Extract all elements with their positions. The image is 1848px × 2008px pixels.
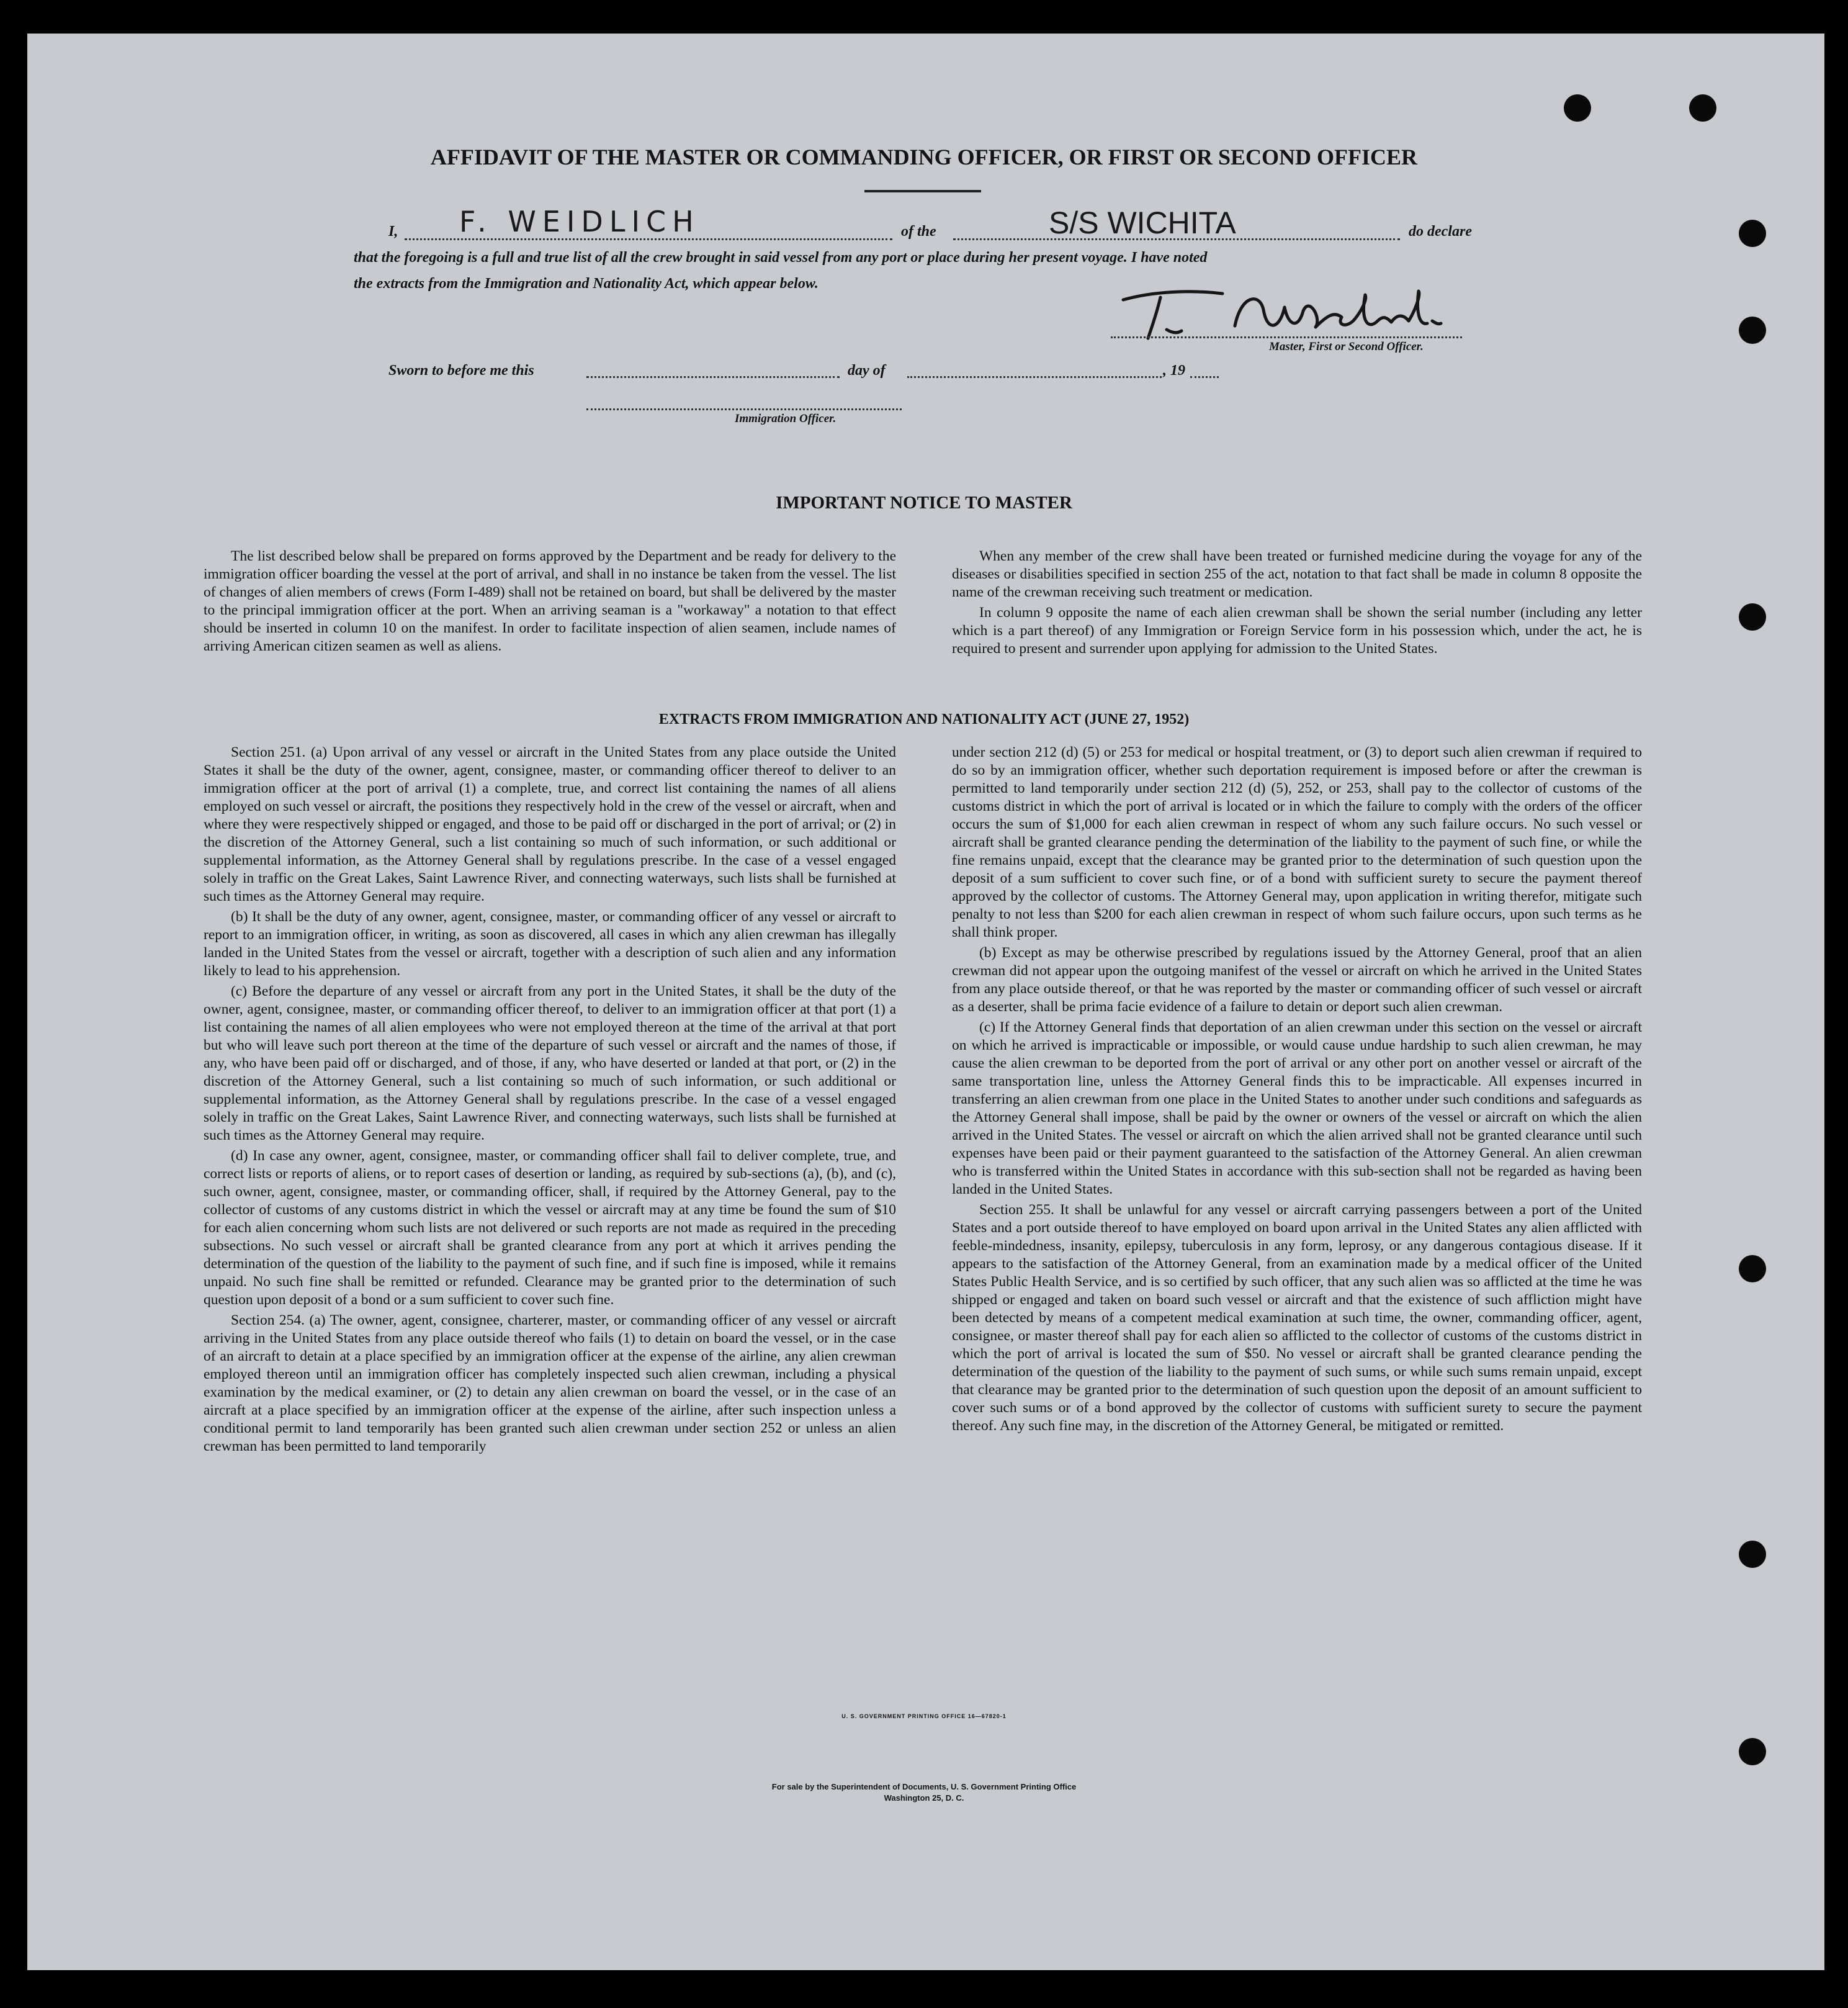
notice-right-column (952, 547, 1642, 660)
name-line (405, 238, 892, 240)
title-rule (864, 190, 981, 192)
punch-hole (1739, 317, 1766, 344)
sale-line2: Washington 25, D. C. (884, 1793, 964, 1803)
punch-hole (1739, 1541, 1766, 1568)
sale-notice (0, 1781, 1848, 1804)
extracts-left-column (204, 744, 896, 1458)
sworn-month-line (907, 376, 1162, 378)
master-signature-line (1111, 336, 1462, 338)
notice-right-paragraph-1: When any member of the crew shall have been treated or furnished medicine during the voyage for any of the diseases or disabilities specified in section 255 of the act, notation to that fact shall be made in column 8 opposite the name of the crewman receiving such treatment or medication. (952, 548, 1642, 600)
section-254b: (b) Except as may be otherwise prescribed by regulations issued by the Attorney General, proof that an alien crewman did not appear upon the outgoing manifest of the vessel or aircraft on which he arrived in the United States from any place outside thereof, or that he was reported by the master or commanding officer of such vessel or aircraft as a deserter, shall be prima facie evidence of a failure to detain or deport such alien crewman. (952, 945, 1642, 1015)
punch-hole (1739, 220, 1766, 247)
notice-left-paragraph: The list described below shall be prepared on forms approved by the Department and be ready for delivery to the immigration officer boarding the vessel at the port of arrival, and shall in no instance be taken from the vessel. The list of changes of alien members of crews (Form I-489) shall not be retained on board, but shall be delivered by the master to the principal immigration officer at the port. When an arriving seaman is a "workaway" a notation to that effect should be inserted in column 10 on the manifest. In order to facilitate inspection of alien seamen, include names of arriving American citizen seamen as well as aliens. (204, 548, 896, 654)
punch-hole (1689, 94, 1716, 122)
section-254c: (c) If the Attorney General finds that deportation of an alien crewman under this section on the vessel or aircraft on which he arrived is impracticable or impossible, or would cause undue hardship to such alien crewman, he may cause the alien crewman to be deported from the port of arrival or any other port on another vessel or aircraft of the same transportation line, unless the Attorney General finds this to be impracticable. All expenses incurred in transferring an alien crewman from one place in the United States to another under such conditions and safeguards as the Attorney General shall impose, shall be paid by the owner or owners of the vessel or aircraft on which the alien arrived in the United States. The vessel or aircraft on which the alien arrived shall not be granted clearance until such expenses have been paid or their payment guaranteed to the satisfaction of the Attorney General. An alien crewman who is transferred within the United States in accordance with this sub-section shall not be regarded as having been landed in the United States. (952, 1019, 1642, 1197)
notice-left-column (204, 547, 896, 658)
affidavit-title: AFFIDAVIT OF THE MASTER OR COMMANDING OFFICER, OR FIRST OR SECOND OFFICER (430, 145, 1418, 169)
section-251a: Section 251. (a) Upon arrival of any vessel or aircraft in the United States from any place outside the United States it shall be the duty of the owner, agent, consignee, master, or commanding officer thereof to deliver to an immigration officer at the port of arrival (1) a complete, true, and correct list containing the names of all aliens employed on such vessel or aircraft, the positions they respectively hold in the crew of the vessel or aircraft, when and where they were respectively shipped or engaged, and those to be paid off or discharged in the port of arrival; or (2) in the discretion of the Attorney General, such a list containing so much of such information, or such additional or supplemental information, as the Attorney General shall by regulations prescribe. In the case of a vessel engaged solely in traffic on the Great Lakes, Saint Lawrence River, and connecting waterways, such lists shall be furnished at such times as the Attorney General may require. (204, 744, 896, 904)
notice-right-paragraph-2: In column 9 opposite the name of each alien crewman shall be shown the serial number (including any letter which is a part thereof) of any Immigration or Foreign Service form in his possession which, under the act, he is required to present and surrender upon applying for admission to the United States. (952, 605, 1642, 657)
of-the-label: of the (901, 223, 936, 240)
extracts-right-column (952, 744, 1642, 1438)
extracts-title: EXTRACTS FROM IMMIGRATION AND NATIONALITY ACT (JUNE 27, 1952) (658, 711, 1190, 727)
master-signature (1117, 282, 1464, 344)
declare-label: do declare (1409, 223, 1472, 240)
section-254a-continued: under section 212 (d) (5) or 253 for medical or hospital treatment, or (3) to deport such alien crewman if required to do so by an immigration officer, whether such deportation requirement is imposed before or after the crewman is permitted to land temporarily under section 212 (d) (5), 252, or 253, shall pay to the collector of customs of the customs district in which the port of arrival is located or in which the failure to comply with the orders of the officer occurs the sum of $1,000 for each alien crewman in respect of whom any such failure occurs. No such vessel or aircraft shall be granted clearance pending the determination of the liability to the payment of such fine, or while the fine remains unpaid, except that the clearance may be granted prior to the determination of such question upon the deposit of a sum sufficient to cover such fine, or of a bond with sufficient surety to secure the payment thereof approved by the collector of customs. The Attorney General may, upon application in writing therefor, mitigate such penalty to not less than $200 for each alien crewman in respect of whom such failure occurs, upon such terms as he shall think proper. (952, 744, 1642, 940)
i-label: I, (388, 223, 398, 240)
immigration-officer-caption: Immigration Officer. (735, 412, 837, 425)
section-251d: (d) In case any owner, agent, consignee, master, or commanding officer shall fail to deliver complete, true, and correct lists or reports of aliens, or to report cases of desertion or landing, as required by sub-sections (a), (b), and (c), such owner, agent, consignee, master, or commanding officer, shall, if required by the Attorney General, pay to the collector of customs of any customs district in which the vessel or aircraft may at any time be found the sum of $10 for each alien concerning whom such lists are not delivered or such reports are not made as required in the preceding subsections. No such vessel or aircraft shall be granted clearance from any port at which it arrives pending the determination of the question of the liability to the payment of such fine, and if such fine is imposed, while it remains unpaid. No such fine shall be remitted or refunded. Clearance may be granted prior to the determination of such question upon deposit of a bond or a sum sufficient to cover such fine. (204, 1148, 896, 1308)
punch-hole (1564, 94, 1591, 122)
statement-line2: the extracts from the Immigration and Nationality Act, which appear below. (354, 276, 819, 292)
section-254a: Section 254. (a) The owner, agent, consignee, charterer, master, or commanding officer of any vessel or aircraft arriving in the United States from any place outside thereof who fails (1) to detain on board the vessel, or in the case of an aircraft to detain at a place specified by an immigration officer at the expense of the airline, any alien crewman employed thereon until an immigration officer has completely inspected such alien crewman, including a physical examination by the medical examiner, or (2) to detain any alien crewman on board the vessel, or in the case of an aircraft at a place specified by an immigration officer at the expense of the airline, after such inspection unless a conditional permit to land temporarily has been granted such alien crewman under section 252 or unless an alien crewman has been permitted to land temporarily (204, 1312, 896, 1454)
sworn-day-line (586, 376, 840, 378)
section-255: Section 255. It shall be unlawful for any vessel or aircraft carrying passengers between a port of the United States and a port outside thereof to have employed on board upon arrival in the United States any alien afflicted with feeble-mindedness, insanity, epilepsy, tuberculosis in any form, leprosy, or any dangerous contagious disease. If it appears to the satisfaction of the Attorney General, from an examination made by a medical officer of the United States Public Health Service, and is so certified by such officer, that any such alien was so afflicted at the time he was shipped or engaged and taken on board such vessel or aircraft and that the existence of such affliction might have been detected by means of a competent medical examination at such time, the owner, commanding officer, agent, consignee, or master thereof shall pay for each alien so afflicted to the collector of customs of the customs district in which the port of arrival is located the sum of $50. No vessel or aircraft shall be granted clearance pending the determination of the question of the liability to the payment of such sums, or while such sums remain unpaid, except that clearance may be granted prior to the determination of such question upon the deposit of an amount sufficient to cover such sums or of a bond approved by the collector of customs with sufficient surety to secure the payment thereof. Any such fine may, in the discretion of the Attorney General, be mitigated or remitted. (952, 1202, 1642, 1434)
day-of-label: day of (848, 362, 886, 379)
punch-hole (1739, 603, 1766, 631)
section-251b: (b) It shall be the duty of any owner, agent, consignee, master, or commanding officer of any vessel or aircraft to report to an immigration officer, in writing, as soon as discovered, all cases in which any alien crewman has illegally landed in the United States from the vessel or aircraft, together with a description of such alien and any information likely to lead to his apprehension. (204, 909, 896, 979)
punch-hole (1739, 1255, 1766, 1282)
vessel-name: S/S WICHITA (1049, 205, 1236, 240)
master-caption: Master, First or Second Officer. (1269, 340, 1424, 353)
sale-line1: For sale by the Superintendent of Documents, U. S. Government Printing Office (771, 1782, 1077, 1791)
sworn-year-line (1190, 376, 1219, 378)
notice-title: IMPORTANT NOTICE TO MASTER (776, 493, 1072, 513)
gpo-line: U. S. GOVERNMENT PRINTING OFFICE 16—67820-1 (841, 1713, 1007, 1719)
sworn-label: Sworn to before me this (388, 362, 534, 379)
year-label: , 19 (1163, 362, 1185, 379)
immigration-officer-line (586, 408, 902, 410)
statement-line1: that the foregoing is a full and true list of all the crew brought in said vessel from any port or place during her present voyage. I have noted (354, 250, 1208, 266)
officer-name-handwritten: F. WEIDLICH (459, 205, 700, 238)
punch-hole (1739, 1738, 1766, 1765)
section-251c: (c) Before the departure of any vessel or aircraft from any port in the United States, it shall be the duty of the owner, agent, consignee, master, or commanding officer thereof, to deliver to an immigration officer at that port (1) a list containing the names of all alien employees who were not employed thereon at the time of the arrival at that port but who will leave such port thereon at the time of the departure of such vessel or aircraft and the names of those, if any, who have been paid off or discharged, and of those, if any, who have deserted or landed at that port, or (2) in the discretion of the Attorney General, such a list containing so much of such information, or such additional or supplemental information, as the Attorney General shall by regulations prescribe. In the case of a vessel engaged solely in traffic on the Great Lakes, Saint Lawrence River, and connecting waterways, such lists shall be furnished at such times as the Attorney General may require. (204, 983, 896, 1143)
